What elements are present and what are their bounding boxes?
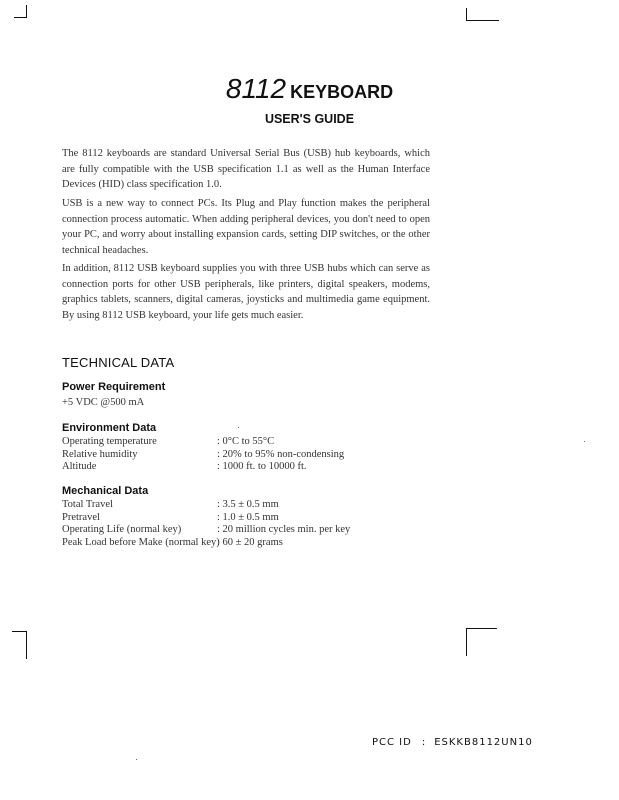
scan-speck <box>584 441 585 442</box>
intro-paragraph-1: The 8112 keyboards are standard Universal Serial Bus (USB) hub keyboards, which are fully compatible with the USB specification 1.1 as well as the Human Interface Devices (HID) class specification 1.0. <box>62 148 430 190</box>
spec-label: Relative humidity <box>62 448 138 460</box>
intro-paragraph-3: In addition, 8112 USB keyboard supplies you with three USB hubs which can serve as connection ports for other USB peripherals, like printers, digital speakers, modems, graphics tablets, scanners, digital cameras, joysticks and multimedia game equipment. By using 8112 USB keyboard, your life gets much easier. <box>62 263 430 321</box>
pcc-id-value: ESKKB8112UN10 <box>434 737 533 748</box>
spec-label: Operating Life (normal key) <box>62 524 182 535</box>
spec-row <box>62 524 442 537</box>
intro-paragraph-2: USB is a new way to connect PCs. Its Plug and Play function makes the peripheral connection process automatic. When adding peripheral devices, you don't need to open your PC, and worry about installing expansion cards, setting DIP switches, or the other technical headaches. <box>62 198 430 256</box>
title-word: KEYBOARD <box>290 82 394 102</box>
environment-data-heading: Environment Data <box>62 422 157 434</box>
spec-value: : 60 ± 20 grams <box>217 536 283 548</box>
crop-mark-bottom-right <box>466 628 497 629</box>
spec-value: : 0°C to 55°C <box>217 436 275 447</box>
spec-row <box>62 499 442 512</box>
handwritten-pcc-id <box>372 737 533 748</box>
technical-data-heading: TECHNICAL DATA <box>62 355 175 370</box>
crop-mark-top-left <box>14 17 26 18</box>
crop-mark-bottom-left <box>12 631 26 632</box>
spec-row <box>62 436 442 449</box>
crop-mark-bottom-right-vertical <box>466 628 467 656</box>
document-title <box>0 73 619 105</box>
power-requirement-value: +5 VDC @500 mA <box>62 397 145 408</box>
pcc-id-separator: : <box>421 737 427 748</box>
spec-value: : 20 million cycles min. per key <box>217 524 351 535</box>
crop-mark-top-right <box>466 20 499 21</box>
spec-value: : 20% to 95% non-condensing <box>217 448 345 460</box>
mechanical-data-heading: Mechanical Data <box>62 485 149 497</box>
crop-mark-top-left-vertical <box>26 5 27 18</box>
spec-label: Altitude <box>62 461 97 472</box>
spec-value: : 1.0 ± 0.5 mm <box>217 511 279 523</box>
title-model-number: 8112 <box>225 73 287 104</box>
spec-row <box>62 537 442 550</box>
spec-value: : 3.5 ± 0.5 mm <box>217 499 279 510</box>
spec-value: : 1000 ft. to 10000 ft. <box>217 461 307 472</box>
crop-mark-bottom-left-vertical <box>26 631 27 659</box>
scan-speck <box>238 427 239 428</box>
spec-label: Pretravel <box>62 511 100 523</box>
mechanical-data-list <box>62 499 442 549</box>
spec-row <box>62 461 442 474</box>
pcc-id-label: PCC ID <box>372 737 412 748</box>
document-subtitle: USER'S GUIDE <box>264 112 355 126</box>
spec-row <box>62 449 442 462</box>
spec-label: Peak Load before Make (normal key) <box>62 536 220 548</box>
spec-label: Total Travel <box>62 499 113 510</box>
spec-row <box>62 512 442 525</box>
environment-data-list <box>62 436 442 474</box>
scan-speck <box>136 759 137 760</box>
power-requirement-heading: Power Requirement <box>62 381 166 393</box>
spec-label: Operating temperature <box>62 436 157 447</box>
